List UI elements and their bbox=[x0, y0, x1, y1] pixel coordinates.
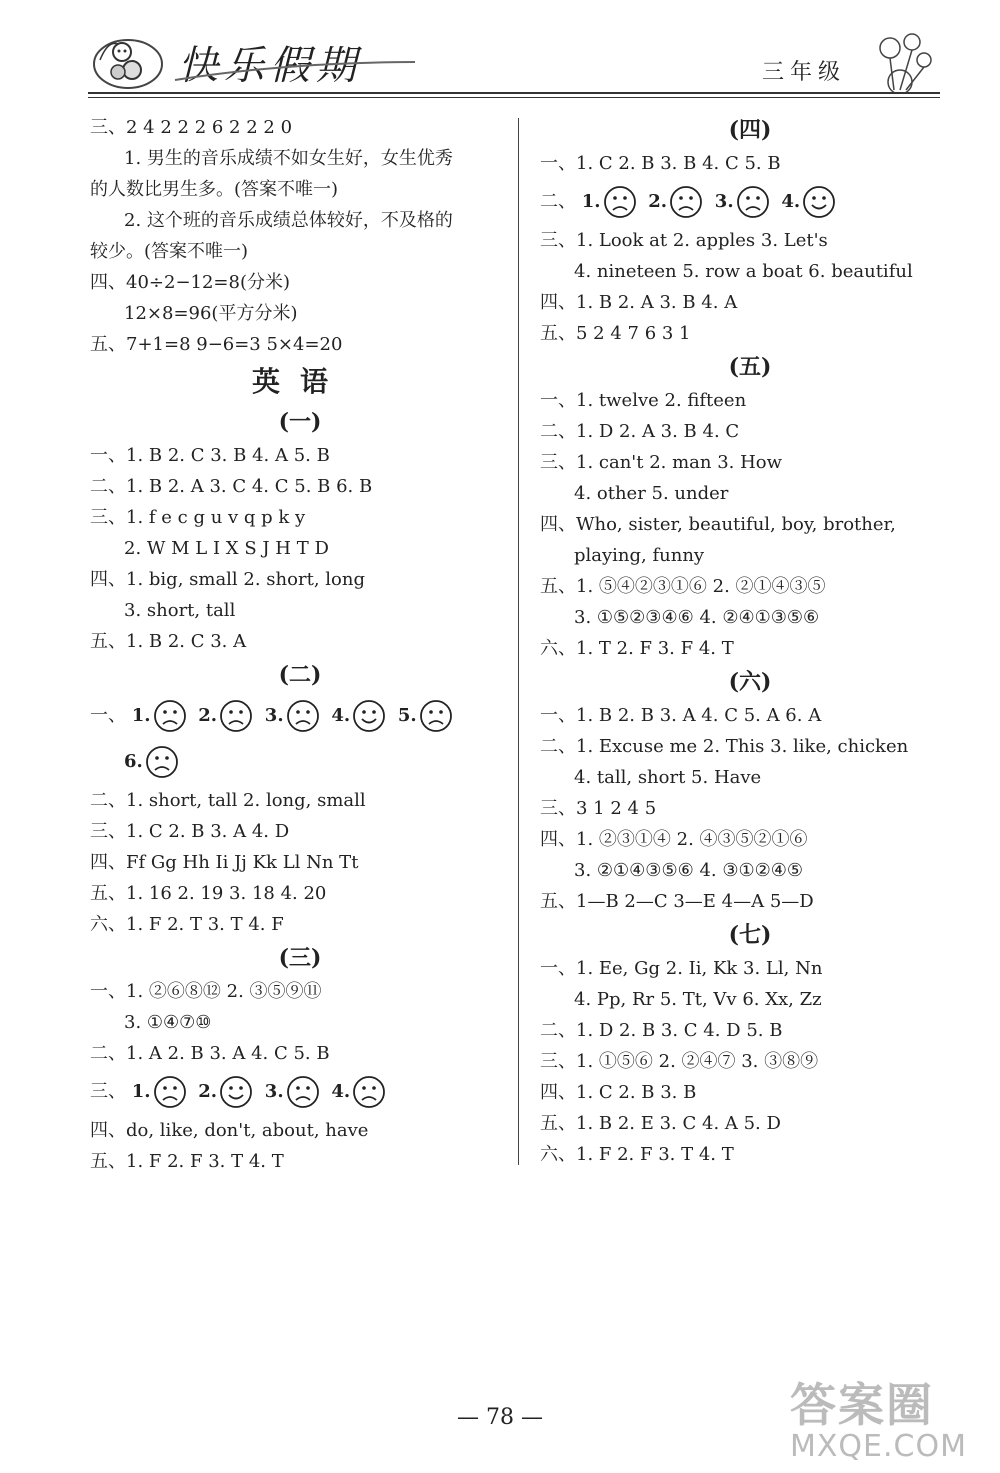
section-3 bbox=[90, 940, 510, 1177]
answer-line: 四、1. C 2. B 3. B bbox=[540, 1082, 697, 1103]
watermark-url: MXQE.COM bbox=[790, 1429, 967, 1464]
face-answer-line: 6. bbox=[90, 739, 510, 785]
answer-line: 五、7+1=8 9−6=3 5×4=20 bbox=[90, 334, 343, 355]
answer-line: 3. ②①④③⑤⑥ 4. ③①②④⑤ bbox=[574, 860, 804, 881]
answer-line: 四、1. big, small 2. short, long bbox=[90, 569, 365, 590]
answer-line: 一、1. Ee, Gg 2. Ii, Kk 3. Ll, Nn bbox=[540, 958, 823, 979]
answer-line: 12×8=96(平方分米) bbox=[124, 303, 298, 324]
answer-line: 五、1. 16 2. 19 3. 18 4. 20 bbox=[90, 883, 327, 904]
happy-face-icon bbox=[219, 1075, 253, 1109]
happy-face-icon bbox=[802, 185, 836, 219]
answer-line: 五、1. B 2. E 3. C 4. A 5. D bbox=[540, 1113, 781, 1134]
answer-line: playing, funny bbox=[574, 545, 705, 566]
answer-line: 三、1. f e c g u v q p k y bbox=[90, 507, 306, 528]
answer-line: 三、1. C 2. B 3. A 4. D bbox=[90, 821, 290, 842]
face-answer-line: 二、 1. 2. 3. 4. bbox=[540, 179, 960, 225]
answer-line: 2. 这个班的音乐成绩总体较好，不及格的 bbox=[124, 210, 453, 231]
section-1 bbox=[90, 404, 510, 657]
grade-label: 三年级 bbox=[762, 60, 847, 85]
title-swoosh-icon bbox=[170, 60, 420, 84]
section-heading: (一) bbox=[278, 409, 322, 435]
sad-face-icon bbox=[145, 745, 179, 779]
answer-line: 六、1. F 2. T 3. T 4. F bbox=[90, 914, 284, 935]
answer-line: 2. W M L I X S J H T D bbox=[124, 538, 329, 559]
answer-line: 二、1. A 2. B 3. A 4. C 5. B bbox=[90, 1043, 330, 1064]
right-column bbox=[540, 112, 960, 1170]
bee-logo-icon bbox=[88, 30, 168, 92]
answer-line: 四、Who, sister, beautiful, boy, brother, bbox=[540, 514, 896, 535]
answer-line: 四、40÷2−12=8(分米) bbox=[90, 272, 291, 293]
section-7 bbox=[540, 917, 960, 1170]
answer-line: 六、1. F 2. F 3. T 4. T bbox=[540, 1144, 734, 1165]
watermark bbox=[790, 1380, 967, 1464]
answer-line: 4. other 5. under bbox=[574, 483, 729, 504]
answer-line: 3. ①⑤②③④⑥ 4. ②④①③⑤⑥ bbox=[574, 607, 820, 628]
flower-icon bbox=[860, 28, 940, 94]
section-6 bbox=[540, 664, 960, 917]
answer-line: 3. short, tall bbox=[124, 600, 236, 621]
watermark-title: 答案圈 bbox=[790, 1378, 934, 1432]
answer-line: 一、1. B 2. B 3. A 4. C 5. A 6. A bbox=[540, 705, 822, 726]
answer-line: 二、1. D 2. A 3. B 4. C bbox=[540, 421, 740, 442]
answer-line: 四、Ff Gg Hh Ii Jj Kk Ll Nn Tt bbox=[90, 852, 359, 873]
answer-line: 四、1. ②③①④ 2. ④③⑤②①⑥ bbox=[540, 829, 808, 850]
answer-line: 四、1. B 2. A 3. B 4. A bbox=[540, 292, 738, 313]
sad-face-icon bbox=[669, 185, 703, 219]
answer-line: 三、3 1 2 4 5 bbox=[540, 798, 657, 819]
sad-face-icon bbox=[219, 699, 253, 733]
section-5 bbox=[540, 349, 960, 664]
answer-line: 二、1. Excuse me 2. This 3. like, chicken bbox=[540, 736, 909, 757]
answer-line: 4. tall, short 5. Have bbox=[574, 767, 762, 788]
answer-line: 一、1. ②⑥⑧⑫ 2. ③⑤⑨⑪ bbox=[90, 981, 322, 1002]
sad-face-icon bbox=[736, 185, 770, 219]
answer-line: 二、1. short, tall 2. long, small bbox=[90, 790, 366, 811]
answer-line: 3. ①④⑦⑩ bbox=[124, 1012, 212, 1033]
sad-face-icon bbox=[419, 699, 453, 733]
answer-line: 二、1. B 2. A 3. C 4. C 5. B 6. B bbox=[90, 476, 373, 497]
math-answers bbox=[90, 112, 510, 360]
answer-line: 六、1. T 2. F 3. F 4. T bbox=[540, 638, 734, 659]
header-rule-thin bbox=[88, 97, 940, 98]
answer-line: 五、1. F 2. F 3. T 4. T bbox=[90, 1151, 284, 1172]
answer-line: 较少。(答案不唯一) bbox=[90, 241, 249, 262]
answer-line: 一、1. B 2. C 3. B 4. A 5. B bbox=[90, 445, 330, 466]
answer-line: 三、1. Look at 2. apples 3. Let's bbox=[540, 230, 828, 251]
answer-line: 三、1. ①⑤⑥ 2. ②④⑦ 3. ③⑧⑨ bbox=[540, 1051, 819, 1072]
sad-face-icon bbox=[286, 699, 320, 733]
sad-face-icon bbox=[153, 1075, 187, 1109]
page-number: — 78 — bbox=[457, 1405, 543, 1430]
book-title: 快乐假期 bbox=[178, 43, 362, 89]
left-column bbox=[90, 112, 510, 1177]
sad-face-icon bbox=[153, 699, 187, 733]
section-heading: (二) bbox=[278, 662, 322, 688]
section-heading: (六) bbox=[728, 669, 772, 695]
answer-line: 一、1. twelve 2. fifteen bbox=[540, 390, 747, 411]
answer-line: 4. nineteen 5. row a boat 6. beautiful bbox=[574, 261, 913, 282]
answer-line: 的人数比男生多。(答案不唯一) bbox=[90, 179, 339, 200]
section-heading: (五) bbox=[728, 354, 772, 380]
happy-face-icon bbox=[352, 699, 386, 733]
answer-line: 四、do, like, don't, about, have bbox=[90, 1120, 369, 1141]
answer-line: 二、1. D 2. B 3. C 4. D 5. B bbox=[540, 1020, 783, 1041]
section-heading: (七) bbox=[728, 922, 772, 948]
section-4 bbox=[540, 112, 960, 349]
answer-line: 4. Pp, Rr 5. Tt, Vv 6. Xx, Zz bbox=[574, 989, 822, 1010]
header-rule bbox=[88, 92, 940, 94]
sad-face-icon bbox=[286, 1075, 320, 1109]
sad-face-icon bbox=[352, 1075, 386, 1109]
page-header bbox=[0, 0, 1000, 110]
column-divider bbox=[518, 118, 519, 1165]
face-answer-line: 一、 1. 2. 3. 4. 5. bbox=[90, 693, 510, 739]
english-heading: 英语 bbox=[251, 365, 348, 398]
sad-face-icon bbox=[603, 185, 637, 219]
section-heading: (四) bbox=[728, 117, 772, 143]
face-answer-line: 三、 1. 2. 3. 4. bbox=[90, 1069, 510, 1115]
answer-line: 三、2 4 2 2 2 6 2 2 2 0 bbox=[90, 117, 293, 138]
answer-line: 五、5 2 4 7 6 3 1 bbox=[540, 323, 691, 344]
answer-line: 三、1. can't 2. man 3. How bbox=[540, 452, 783, 473]
answer-line: 五、1—B 2—C 3—E 4—A 5—D bbox=[540, 891, 814, 912]
answer-line: 五、1. B 2. C 3. A bbox=[90, 631, 247, 652]
answer-line: 五、1. ⑤④②③①⑥ 2. ②①④③⑤ bbox=[540, 576, 826, 597]
section-heading: (三) bbox=[278, 945, 322, 971]
answer-line: 1. 男生的音乐成绩不如女生好，女生优秀 bbox=[124, 148, 453, 169]
answer-line: 一、1. C 2. B 3. B 4. C 5. B bbox=[540, 153, 781, 174]
section-2 bbox=[90, 657, 510, 940]
